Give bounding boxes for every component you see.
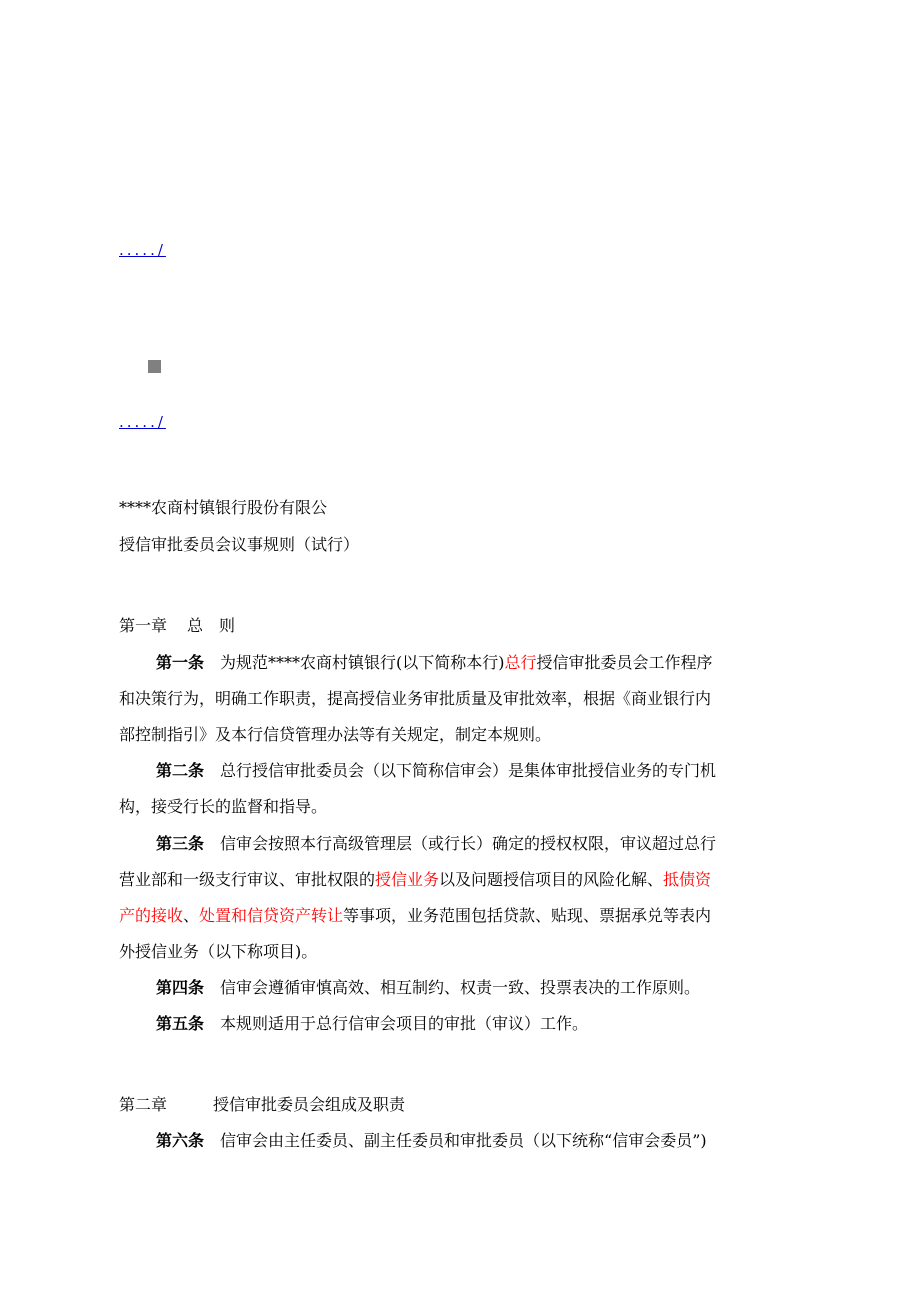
article-4-label: 第四条	[156, 978, 205, 997]
article-3-text: 信审会按照本行高级管理层（或行长）确定的授权权限，审议超过总行	[220, 834, 717, 853]
article-3-line-4: 外授信业务（以下称项目)。	[119, 942, 318, 961]
article-4	[156, 978, 700, 998]
square-bullet-icon	[148, 360, 161, 373]
article-3-text: 等事项，业务范围包括贷款、贴现、票据承兑等表内	[343, 906, 712, 925]
article-3-text: 以及问题授信项目的风险化解、	[439, 870, 664, 889]
header-line-2: 授信审批委员会议事规则（试行）	[119, 535, 360, 554]
chapter-2-title: 授信审批委员会组成及职责	[213, 1095, 406, 1114]
article-3-text: 营业部和一级支行审议、审批权限的	[119, 870, 376, 889]
article-3-line-1	[156, 834, 716, 854]
article-1-highlight: 总行	[504, 653, 537, 672]
article-6	[156, 1131, 707, 1151]
article-3-highlight: 处置和信贷资产转让	[199, 906, 344, 925]
article-5-text: 本规则适用于总行信审会项目的审批（审议）工作。	[220, 1014, 589, 1033]
article-3-label: 第三条	[156, 834, 205, 853]
chapter-1-title: 总 则	[187, 616, 236, 635]
article-2-text: 总行授信审批委员会（以下简称信审会）是集体审批授信业务的专门机	[220, 761, 717, 780]
article-1-label: 第一条	[156, 653, 205, 672]
chapter-2-number: 第二章	[119, 1095, 168, 1114]
chapter-1-heading	[119, 616, 235, 636]
article-2-line-1	[156, 761, 716, 781]
top-link[interactable]: ...../	[119, 241, 166, 259]
article-3-line-2	[119, 870, 711, 890]
article-1-line-2: 和决策行为，明确工作职责，提高授信业务审批质量及审批效率，根据《商业银行内	[119, 689, 712, 708]
header-line-1: ****农商村镇银行股份有限公	[119, 498, 328, 517]
article-2-label: 第二条	[156, 761, 205, 780]
article-3-line-3	[119, 906, 711, 926]
article-5	[156, 1014, 588, 1034]
article-1-text: 授信审批委员会工作程序	[536, 653, 713, 672]
article-1-text: 为规范****农商村镇银行(以下简称本行)	[220, 653, 505, 672]
article-1-line-1	[156, 653, 713, 673]
article-4-text: 信审会遵循审慎高效、相互制约、权责一致、投票表决的工作原则。	[220, 978, 701, 997]
article-3-highlight: 产的接收	[119, 906, 184, 925]
second-link[interactable]: ...../	[119, 413, 166, 431]
article-2-line-2: 构，接受行长的监督和指导。	[119, 797, 328, 816]
article-6-label: 第六条	[156, 1131, 205, 1150]
article-5-label: 第五条	[156, 1014, 205, 1033]
article-1-line-3: 部控制指引》及本行信贷管理办法等有关规定，制定本规则。	[119, 725, 552, 744]
chapter-1-number: 第一章	[119, 616, 168, 635]
article-3-highlight: 授信业务	[375, 870, 440, 889]
chapter-2-heading	[119, 1095, 405, 1115]
article-3-highlight: 抵债资	[663, 870, 712, 889]
article-6-text: 信审会由主任委员、副主任委员和审批委员（以下统称“信审会委员”)	[220, 1131, 707, 1150]
article-3-text: 、	[183, 906, 200, 925]
